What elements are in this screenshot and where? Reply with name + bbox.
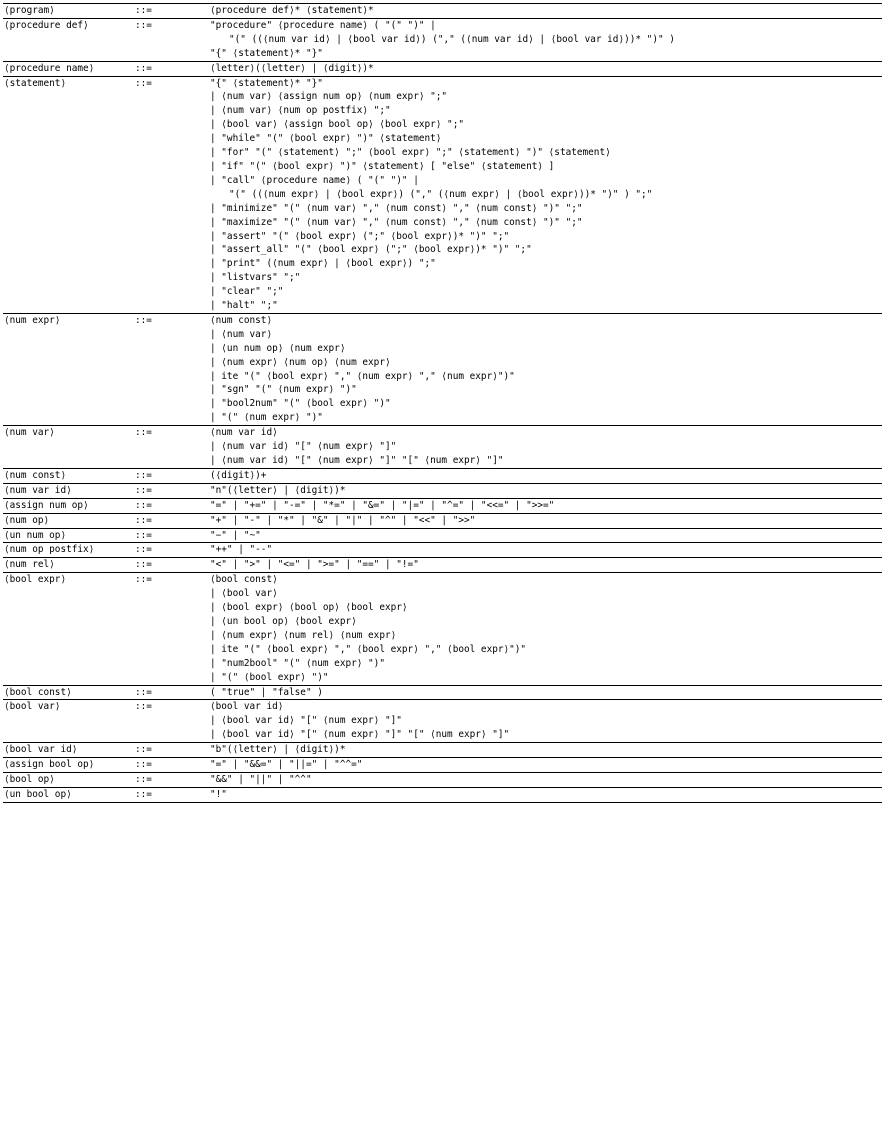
- rule-production: [209, 758, 882, 773]
- production-line: "−" | "~": [210, 529, 261, 541]
- production-line: "(" ((⟨num expr⟩ | ⟨bool expr⟩) ("," (⟨num expr⟩ | ⟨bool expr⟩))* ")" ) ";": [229, 188, 653, 200]
- production-line: "&&" | "||" | "^^": [210, 773, 312, 785]
- rule-nonterminal: ⟨num expr⟩: [4, 314, 61, 326]
- production-line: "++" | "--": [210, 544, 273, 556]
- rule-assign-symbol: ::=: [135, 427, 152, 439]
- rule-assign-symbol: ::=: [135, 514, 152, 526]
- rule-assign-symbol: ::=: [135, 744, 152, 756]
- grammar-rule: [3, 18, 882, 61]
- grammar-rule: [3, 685, 882, 700]
- rule-production: [209, 743, 882, 758]
- production-line: | ⟨bool var id⟩ "[" ⟨num expr⟩ "]": [210, 715, 402, 727]
- rule-nonterminal: ⟨bool op⟩: [4, 773, 55, 785]
- rule-assign-symbol: ::=: [135, 5, 152, 16]
- rule-production: [209, 787, 882, 802]
- grammar-rule: [3, 772, 882, 787]
- rule-nonterminal: ⟨bool var id⟩: [4, 744, 78, 756]
- rule-assign-symbol: ::=: [135, 469, 152, 481]
- grammar-rule: [3, 4, 882, 19]
- rule-assign-symbol: ::=: [135, 77, 152, 89]
- production-line: "<" | ">" | "<=" | ">=" | "==" | "!=": [210, 559, 419, 571]
- production-line: | "minimize" "(" ⟨num var⟩ "," ⟨num const⟩ "," ⟨num const⟩ ")" ";": [210, 202, 583, 214]
- rule-production: [209, 772, 882, 787]
- rule-assign-symbol: ::=: [135, 544, 152, 556]
- rule-production: [209, 543, 882, 558]
- rule-nonterminal: ⟨bool expr⟩: [4, 574, 67, 586]
- production-line: "n"(⟨letter⟩ | ⟨digit⟩)*: [210, 484, 346, 496]
- production-line: | "maximize" "(" ⟨num var⟩ "," ⟨num const⟩ "," ⟨num const⟩ ")" ";": [210, 216, 583, 228]
- production-line: | "if" "(" ⟨bool expr⟩ ")" ⟨statement⟩ [ "else" ⟨statement⟩ ]: [210, 160, 555, 172]
- rule-nonterminal: ⟨assign num op⟩: [4, 499, 89, 511]
- production-line: "procedure" ⟨procedure name⟩ ( "(" ")" |: [210, 19, 436, 31]
- rule-assign-symbol: ::=: [135, 759, 152, 771]
- rule-nonterminal: ⟨num var⟩: [4, 427, 55, 439]
- rule-production: [209, 573, 882, 685]
- production-line: | "listvars" ";": [210, 272, 301, 284]
- production-line: | ⟨num expr⟩ ⟨num rel⟩ ⟨num expr⟩: [210, 629, 397, 641]
- production-line: | ⟨bool var⟩ ⟨assign bool op⟩ ⟨bool expr⟩ ";": [210, 119, 464, 131]
- production-line: | ⟨bool var id⟩ "[" ⟨num expr⟩ "]" "[" ⟨num expr⟩ "]": [210, 729, 510, 741]
- rule-production: [209, 558, 882, 573]
- rule-production: [209, 76, 882, 313]
- production-line: | ⟨bool expr⟩ ⟨bool op⟩ ⟨bool expr⟩: [210, 602, 408, 614]
- production-line: | "for" "(" ⟨statement⟩ ";" ⟨bool expr⟩ ";" ⟨statement⟩ ")" ⟨statement⟩: [210, 147, 611, 159]
- production-line: | "num2bool" "(" ⟨num expr⟩ ")": [210, 657, 385, 669]
- production-line: | ite "(" ⟨bool expr⟩ "," ⟨bool expr⟩ "," ⟨bool expr⟩")": [210, 643, 527, 655]
- production-line: ⟨num const⟩: [210, 314, 273, 326]
- grammar-rule: [3, 468, 882, 483]
- rule-production: [209, 700, 882, 743]
- production-line: ⟨bool var id⟩: [210, 701, 284, 713]
- grammar-body: [3, 4, 882, 803]
- production-line: | ⟨num var⟩ ⟨num op postfix⟩ ";": [210, 105, 391, 117]
- rule-nonterminal: ⟨num rel⟩: [4, 559, 55, 571]
- rule-nonterminal: ⟨bool var⟩: [4, 701, 61, 713]
- rule-production: [209, 18, 882, 61]
- rule-production: [209, 313, 882, 425]
- rule-assign-symbol: ::=: [135, 484, 152, 496]
- rule-nonterminal: ⟨num op postfix⟩: [4, 544, 95, 556]
- grammar-rule: [3, 76, 882, 313]
- rule-nonterminal: ⟨procedure name⟩: [4, 62, 95, 74]
- rule-assign-symbol: ::=: [135, 574, 152, 586]
- production-line: | ⟨bool var⟩: [210, 588, 278, 600]
- production-line: "(" ((⟨num var id⟩ | ⟨bool var id⟩) ("," (⟨num var id⟩ | ⟨bool var id⟩))* ")" ): [229, 33, 675, 45]
- grammar-rule: [3, 743, 882, 758]
- rule-nonterminal: ⟨program⟩: [4, 5, 55, 16]
- rule-assign-symbol: ::=: [135, 314, 152, 326]
- grammar-rule: [3, 528, 882, 543]
- production-line: | "assert" "(" ⟨bool expr⟩ (";" ⟨bool expr⟩)* ")" ";": [210, 230, 510, 242]
- production-line: (⟨digit⟩)+: [210, 469, 267, 481]
- production-line: | "clear" ";": [210, 286, 284, 298]
- production-line: "b"(⟨letter⟩ | ⟨digit⟩)*: [210, 744, 346, 756]
- rule-nonterminal: ⟨num var id⟩: [4, 484, 72, 496]
- rule-production: [209, 685, 882, 700]
- grammar-rule: [3, 483, 882, 498]
- production-line: | ⟨num expr⟩ ⟨num op⟩ ⟨num expr⟩: [210, 356, 391, 368]
- production-line: | "sgn" "(" ⟨num expr⟩ ")": [210, 384, 357, 396]
- production-line: | ⟨un bool op⟩ ⟨bool expr⟩: [210, 615, 357, 627]
- rule-production: [209, 4, 882, 19]
- rule-assign-symbol: ::=: [135, 19, 152, 31]
- rule-assign-symbol: ::=: [135, 773, 152, 785]
- production-line: "{" ⟨statement⟩* "}": [210, 47, 323, 59]
- grammar-rule: [3, 558, 882, 573]
- rule-production: [209, 498, 882, 513]
- rule-assign-symbol: ::=: [135, 788, 152, 800]
- rule-nonterminal: ⟨bool const⟩: [4, 686, 72, 698]
- rule-production: [209, 61, 882, 76]
- rule-production: [209, 468, 882, 483]
- grammar-rule: [3, 426, 882, 469]
- production-line: ⟨procedure def⟩* ⟨statement⟩*: [210, 5, 374, 16]
- production-line: | "(" ⟨num expr⟩ ")": [210, 412, 323, 424]
- production-line: | "(" ⟨bool expr⟩ ")": [210, 671, 329, 683]
- production-line: ⟨num var id⟩: [210, 427, 278, 439]
- rule-nonterminal: ⟨num const⟩: [4, 469, 67, 481]
- production-line: | ⟨un num op⟩ ⟨num expr⟩: [210, 342, 346, 354]
- grammar-rule: [3, 313, 882, 425]
- production-line: ⟨letter⟩(⟨letter⟩ | ⟨digit⟩)*: [210, 62, 374, 74]
- rule-nonterminal: ⟨assign bool op⟩: [4, 759, 95, 771]
- production-line: | ⟨num var id⟩ "[" ⟨num expr⟩ "]": [210, 441, 397, 453]
- grammar-rule: [3, 61, 882, 76]
- grammar-rule: [3, 498, 882, 513]
- production-line: "{" ⟨statement⟩* "}": [210, 77, 323, 89]
- production-line: | ⟨num var⟩: [210, 328, 273, 340]
- grammar-rule: [3, 787, 882, 802]
- production-line: ⟨bool const⟩: [210, 574, 278, 586]
- grammar-rule: [3, 573, 882, 685]
- rule-nonterminal: ⟨procedure def⟩: [4, 19, 89, 31]
- grammar-rule: [3, 758, 882, 773]
- rule-nonterminal: ⟨statement⟩: [4, 77, 67, 89]
- rule-nonterminal: ⟨un num op⟩: [4, 529, 67, 541]
- grammar-rule: [3, 513, 882, 528]
- rule-production: [209, 483, 882, 498]
- production-line: | ⟨num var id⟩ "[" ⟨num expr⟩ "]" "[" ⟨num expr⟩ "]": [210, 455, 504, 466]
- production-line: | "call" ⟨procedure name⟩ ( "(" ")" |: [210, 174, 419, 186]
- rule-assign-symbol: ::=: [135, 499, 152, 511]
- production-line: "!": [210, 788, 227, 800]
- production-line: | "halt" ";": [210, 300, 278, 312]
- rule-assign-symbol: ::=: [135, 559, 152, 571]
- production-line: | "while" "(" ⟨bool expr⟩ ")" ⟨statement⟩: [210, 133, 442, 145]
- rule-assign-symbol: ::=: [135, 701, 152, 713]
- production-line: | "print" (⟨num expr⟩ | ⟨bool expr⟩) ";": [210, 258, 436, 270]
- rule-nonterminal: ⟨un bool op⟩: [4, 788, 72, 800]
- production-line: "=" | "&&=" | "||=" | "^^=": [210, 759, 363, 771]
- rule-production: [209, 426, 882, 469]
- grammar-rule: [3, 543, 882, 558]
- production-line: | "bool2num" "(" ⟨bool expr⟩ ")": [210, 398, 391, 410]
- rule-production: [209, 513, 882, 528]
- production-line: ( "true" | "false" ): [210, 686, 323, 698]
- rule-production: [209, 528, 882, 543]
- production-line: "=" | "+=" | "-=" | "*=" | "&=" | "|=" | "^=" | "<<=" | ">>=": [210, 499, 555, 511]
- rule-nonterminal: ⟨num op⟩: [4, 514, 50, 526]
- rule-assign-symbol: ::=: [135, 686, 152, 698]
- production-line: | ⟨num var⟩ ⟨assign num op⟩ ⟨num expr⟩ ";": [210, 91, 448, 103]
- rule-assign-symbol: ::=: [135, 62, 152, 74]
- production-line: | ite "(" ⟨bool expr⟩ "," ⟨num expr⟩ "," ⟨num expr⟩")": [210, 370, 515, 382]
- grammar-table: [3, 3, 882, 803]
- production-line: | "assert_all" "(" ⟨bool expr⟩ (";" ⟨bool expr⟩)* ")" ";": [210, 244, 532, 256]
- production-line: "+" | "-" | "*" | "&" | "|" | "^" | "<<" | ">>": [210, 514, 476, 526]
- grammar-rule: [3, 700, 882, 743]
- rule-assign-symbol: ::=: [135, 529, 152, 541]
